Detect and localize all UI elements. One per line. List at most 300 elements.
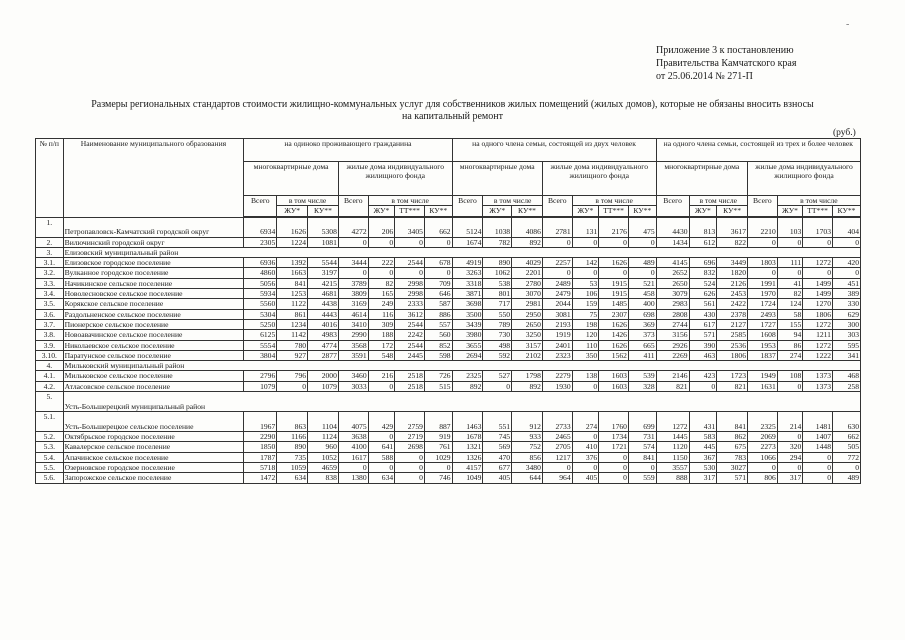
value-cell: 0 — [338, 237, 368, 247]
value-cell: 2325 — [747, 412, 777, 432]
attachment-block — [656, 44, 896, 83]
value-cell: 662 — [424, 217, 452, 237]
value-cell: 783 — [717, 452, 748, 462]
header-tt: ТТ*** — [599, 206, 629, 216]
row-name: Усть-Большерецкое сельское поселение — [63, 412, 244, 432]
value-cell: 1626 — [599, 340, 629, 350]
value-cell: 188 — [368, 330, 395, 340]
header-incl: в том числе — [277, 196, 339, 206]
value-cell: 2479 — [542, 289, 572, 299]
value-cell: 1253 — [277, 289, 308, 299]
value-cell: 841 — [277, 278, 308, 288]
value-cell: 1485 — [599, 299, 629, 309]
value-cell: 822 — [717, 237, 748, 247]
value-cell: 698 — [628, 309, 656, 319]
value-cell: 583 — [689, 432, 717, 442]
row-number: 5.4. — [36, 452, 64, 462]
value-cell: 470 — [483, 452, 512, 462]
value-cell: 505 — [832, 442, 860, 452]
value-cell: 198 — [572, 319, 599, 329]
row-number: 5.3. — [36, 442, 64, 452]
value-cell: 2652 — [656, 268, 689, 278]
value-cell: 665 — [628, 340, 656, 350]
value-cell: 1953 — [747, 340, 777, 350]
value-cell: 82 — [777, 289, 803, 299]
value-cell: 2465 — [542, 432, 572, 442]
value-cell: 892 — [512, 381, 543, 391]
value-cell: 317 — [689, 473, 717, 483]
value-cell: 2126 — [717, 278, 748, 288]
value-cell: 5934 — [244, 289, 277, 299]
value-cell: 2493 — [747, 309, 777, 319]
table-row — [36, 237, 861, 247]
value-cell: 249 — [368, 299, 395, 309]
section-row — [36, 361, 861, 371]
value-cell: 2378 — [717, 309, 748, 319]
row-number: 3.8. — [36, 330, 64, 340]
header-house: жилые дома индивидуального жилищного фонда — [338, 162, 452, 196]
row-name: Елизовское городское поселение — [63, 258, 244, 268]
value-cell: 0 — [777, 432, 803, 442]
value-cell: 964 — [542, 473, 572, 483]
value-cell: 3804 — [244, 350, 277, 360]
value-cell: 4614 — [338, 309, 368, 319]
row-number: 5. — [36, 392, 64, 412]
value-cell: 0 — [395, 452, 425, 462]
value-cell: 933 — [512, 432, 543, 442]
header-zhu: ЖУ* — [689, 206, 717, 216]
value-cell: 0 — [599, 268, 629, 278]
row-number: 4.1. — [36, 371, 64, 381]
value-cell: 82 — [368, 278, 395, 288]
value-cell: 214 — [777, 412, 803, 432]
value-cell: 862 — [717, 432, 748, 442]
value-cell: 2544 — [395, 319, 425, 329]
header-tt: ТТ*** — [395, 206, 425, 216]
value-cell: 598 — [424, 350, 452, 360]
value-cell: 4075 — [338, 412, 368, 432]
value-cell: 1166 — [277, 432, 308, 442]
value-cell: 1445 — [656, 432, 689, 442]
value-cell: 1837 — [747, 350, 777, 360]
value-cell: 1678 — [452, 432, 483, 442]
table-row — [36, 473, 861, 483]
value-cell: 110 — [572, 340, 599, 350]
value-cell: 1967 — [244, 412, 277, 432]
header-group-two: на одного члена семьи, состоящей из двух человек — [452, 139, 656, 162]
row-number: 5.6. — [36, 473, 64, 483]
header-ku: КУ** — [308, 206, 339, 216]
value-cell: 4100 — [338, 442, 368, 452]
value-cell: 892 — [512, 237, 543, 247]
value-cell: 367 — [689, 452, 717, 462]
row-number: 3.6. — [36, 309, 64, 319]
value-cell: 2544 — [395, 340, 425, 350]
value-cell: 634 — [368, 473, 395, 483]
value-cell: 369 — [628, 319, 656, 329]
value-cell: 0 — [747, 237, 777, 247]
value-cell: 1626 — [277, 217, 308, 237]
value-cell: 0 — [395, 473, 425, 483]
value-cell: 890 — [483, 258, 512, 268]
row-name: Новолесновское сельское поселение — [63, 289, 244, 299]
value-cell: 376 — [572, 452, 599, 462]
value-cell: 0 — [424, 268, 452, 278]
header-apt: многоквартирные дома — [244, 162, 339, 196]
value-cell: 2210 — [747, 217, 777, 237]
table-row — [36, 309, 861, 319]
header-ku: КУ** — [628, 206, 656, 216]
row-number: 5.1. — [36, 412, 64, 432]
table-row — [36, 442, 861, 452]
value-cell: 5554 — [244, 340, 277, 350]
value-cell: 498 — [483, 340, 512, 350]
table-row — [36, 278, 861, 288]
row-number: 3.3. — [36, 278, 64, 288]
value-cell: 630 — [832, 412, 860, 432]
value-cell: 1723 — [717, 371, 748, 381]
row-name: Апачинское сельское поселение — [63, 452, 244, 462]
value-cell: 2998 — [395, 278, 425, 288]
value-cell: 4774 — [308, 340, 339, 350]
value-cell: 2744 — [656, 319, 689, 329]
value-cell: 960 — [308, 442, 339, 452]
value-cell: 772 — [832, 452, 860, 462]
value-cell: 617 — [689, 319, 717, 329]
value-cell: 2290 — [244, 432, 277, 442]
table-row — [36, 299, 861, 309]
value-cell: 761 — [424, 442, 452, 452]
row-name: Октябрьское городское поселение — [63, 432, 244, 442]
value-cell: 0 — [803, 473, 833, 483]
value-cell: 801 — [483, 289, 512, 299]
value-cell: 165 — [368, 289, 395, 299]
value-cell: 3638 — [338, 432, 368, 442]
header-zhu: ЖУ* — [572, 206, 599, 216]
value-cell: 0 — [689, 381, 717, 391]
value-cell: 445 — [689, 442, 717, 452]
header-ku: КУ** — [717, 206, 748, 216]
row-name: Атласовское сельское поселение — [63, 381, 244, 391]
value-cell: 2325 — [452, 371, 483, 381]
header-incl: в том числе — [483, 196, 543, 206]
value-cell: 274 — [777, 350, 803, 360]
value-cell: 527 — [483, 371, 512, 381]
value-cell: 222 — [368, 258, 395, 268]
value-cell: 463 — [689, 350, 717, 360]
value-cell: 2401 — [542, 340, 572, 350]
value-cell: 574 — [628, 442, 656, 452]
value-cell: 3449 — [717, 258, 748, 268]
value-cell: 1499 — [803, 289, 833, 299]
value-cell: 841 — [717, 412, 748, 432]
value-cell: 0 — [368, 237, 395, 247]
table-row — [36, 258, 861, 268]
row-number: 5.2. — [36, 432, 64, 442]
value-cell: 2536 — [717, 340, 748, 350]
value-cell: 626 — [689, 289, 717, 299]
value-cell: 3033 — [338, 381, 368, 391]
value-cell: 303 — [832, 330, 860, 340]
header-no: № п/п — [36, 139, 64, 218]
value-cell: 2127 — [717, 319, 748, 329]
header-zhu: ЖУ* — [777, 206, 803, 216]
value-cell: 3617 — [717, 217, 748, 237]
value-cell: 821 — [656, 381, 689, 391]
table-row — [36, 462, 861, 472]
value-cell: 5544 — [308, 258, 339, 268]
value-cell: 1270 — [803, 299, 833, 309]
value-cell: 206 — [368, 217, 395, 237]
value-cell: 0 — [424, 237, 452, 247]
value-cell: 1150 — [656, 452, 689, 462]
value-cell: 821 — [717, 381, 748, 391]
header-incl: в том числе — [368, 196, 452, 206]
value-cell: 4086 — [512, 217, 543, 237]
value-cell: 6125 — [244, 330, 277, 340]
value-cell: 1724 — [747, 299, 777, 309]
table-row — [36, 289, 861, 299]
value-cell: 1608 — [747, 330, 777, 340]
value-cell: 634 — [277, 473, 308, 483]
value-cell: 886 — [424, 309, 452, 319]
value-cell: 1617 — [338, 452, 368, 462]
value-cell: 890 — [277, 442, 308, 452]
value-cell: 0 — [832, 268, 860, 278]
value-cell: 780 — [277, 340, 308, 350]
value-cell: 3169 — [338, 299, 368, 309]
value-cell: 569 — [483, 442, 512, 452]
value-cell: 451 — [832, 278, 860, 288]
value-cell: 1919 — [542, 330, 572, 340]
value-cell: 103 — [777, 217, 803, 237]
value-cell: 0 — [599, 237, 629, 247]
value-cell: 2044 — [542, 299, 572, 309]
value-cell: 3698 — [452, 299, 483, 309]
value-cell: 646 — [424, 289, 452, 299]
value-cell: 350 — [572, 350, 599, 360]
value-cell: 2780 — [512, 278, 543, 288]
value-cell: 0 — [832, 462, 860, 472]
value-cell: 1434 — [656, 237, 689, 247]
value-cell: 3871 — [452, 289, 483, 299]
row-number: 3.9. — [36, 340, 64, 350]
value-cell: 1066 — [747, 452, 777, 462]
value-cell: 1029 — [424, 452, 452, 462]
value-cell: 1721 — [599, 442, 629, 452]
value-cell: 559 — [628, 473, 656, 483]
value-cell: 1234 — [277, 319, 308, 329]
value-cell: 3318 — [452, 278, 483, 288]
value-cell: 1272 — [803, 340, 833, 350]
title-line: на капитальный ремонт — [402, 111, 503, 122]
value-cell: 0 — [777, 237, 803, 247]
value-cell: 0 — [747, 268, 777, 278]
value-cell: 3557 — [656, 462, 689, 472]
value-cell: 2307 — [599, 309, 629, 319]
value-cell: 2719 — [395, 432, 425, 442]
header-name: Наименование муниципального образования — [63, 139, 244, 218]
value-cell: 5304 — [244, 309, 277, 319]
value-cell: 560 — [424, 330, 452, 340]
header-total: Всего — [244, 196, 277, 217]
value-cell: 3789 — [338, 278, 368, 288]
value-cell: 2146 — [656, 371, 689, 381]
value-cell: 2759 — [395, 412, 425, 432]
header-total: Всего — [656, 196, 689, 217]
value-cell: 1373 — [803, 381, 833, 391]
value-cell: 1217 — [542, 452, 572, 462]
value-cell: 863 — [277, 412, 308, 432]
value-cell: 557 — [424, 319, 452, 329]
value-cell: 0 — [832, 237, 860, 247]
value-cell: 699 — [628, 412, 656, 432]
value-cell: 124 — [777, 299, 803, 309]
value-cell: 2242 — [395, 330, 425, 340]
value-cell: 410 — [572, 442, 599, 452]
value-cell: 2518 — [395, 381, 425, 391]
value-cell: 4860 — [244, 268, 277, 278]
value-cell: 1272 — [803, 258, 833, 268]
row-name: Николаевское сельское поселение — [63, 340, 244, 350]
row-number: 3.2. — [36, 268, 64, 278]
value-cell: 0 — [803, 452, 833, 462]
row-name: Начикинское сельское поселение — [63, 278, 244, 288]
value-cell: 752 — [512, 442, 543, 452]
value-cell: 4681 — [308, 289, 339, 299]
value-cell: 1734 — [599, 432, 629, 442]
value-cell: 2333 — [395, 299, 425, 309]
value-cell: 1038 — [483, 217, 512, 237]
table-row — [36, 319, 861, 329]
header-group-three: на одного члена семьи, состоящей из трех и более человек — [656, 139, 860, 162]
value-cell: 5308 — [308, 217, 339, 237]
value-cell: 550 — [483, 309, 512, 319]
attachment-line: Правительства Камчатского края — [656, 58, 797, 69]
value-cell: 841 — [628, 452, 656, 462]
value-cell: 1052 — [308, 452, 339, 462]
value-cell: 813 — [689, 217, 717, 237]
value-cell: 1222 — [803, 350, 833, 360]
value-cell: 1079 — [244, 381, 277, 391]
value-cell: 489 — [832, 473, 860, 483]
value-cell: 521 — [628, 278, 656, 288]
value-cell: 420 — [832, 258, 860, 268]
value-cell: 2544 — [395, 258, 425, 268]
value-cell: 1472 — [244, 473, 277, 483]
value-cell: 3612 — [395, 309, 425, 319]
value-cell: 1949 — [747, 371, 777, 381]
header-incl: в том числе — [777, 196, 860, 206]
value-cell: 782 — [483, 237, 512, 247]
header-incl: в том числе — [689, 196, 747, 206]
value-cell: 0 — [572, 237, 599, 247]
value-cell: 458 — [628, 289, 656, 299]
value-cell: 405 — [483, 473, 512, 483]
value-cell: 294 — [777, 452, 803, 462]
header-apt: многоквартирные дома — [656, 162, 747, 196]
value-cell: 3027 — [717, 462, 748, 472]
value-cell: 0 — [572, 268, 599, 278]
value-cell: 592 — [483, 350, 512, 360]
header-total: Всего — [338, 196, 368, 217]
value-cell: 1626 — [599, 258, 629, 268]
standards-table — [35, 138, 861, 484]
value-cell: 2257 — [542, 258, 572, 268]
value-cell: 1321 — [452, 442, 483, 452]
value-cell: 0 — [368, 432, 395, 442]
value-cell: 309 — [368, 319, 395, 329]
value-cell: 745 — [483, 432, 512, 442]
value-cell: 1049 — [452, 473, 483, 483]
value-cell: 2694 — [452, 350, 483, 360]
value-cell: 4438 — [308, 299, 339, 309]
value-cell: 852 — [424, 340, 452, 350]
value-cell: 892 — [452, 381, 483, 391]
value-cell: 0 — [777, 381, 803, 391]
row-name: Раздольненское сельское поселение — [63, 309, 244, 319]
value-cell: 1631 — [747, 381, 777, 391]
row-number: 4.2. — [36, 381, 64, 391]
value-cell: 2323 — [542, 350, 572, 360]
value-cell: 0 — [572, 432, 599, 442]
value-cell: 373 — [628, 330, 656, 340]
value-cell: 4016 — [308, 319, 339, 329]
row-name: Усть-Большерецкий муниципальный район — [63, 392, 860, 412]
value-cell: 3460 — [338, 371, 368, 381]
value-cell: 330 — [832, 299, 860, 309]
value-cell: 571 — [717, 473, 748, 483]
value-cell: 0 — [424, 462, 452, 472]
value-cell: 138 — [572, 371, 599, 381]
value-cell: 53 — [572, 278, 599, 288]
value-cell: 1326 — [452, 452, 483, 462]
value-cell: 2981 — [512, 299, 543, 309]
value-cell: 595 — [832, 340, 860, 350]
value-cell: 796 — [277, 371, 308, 381]
value-cell: 3405 — [395, 217, 425, 237]
value-cell: 2201 — [512, 268, 543, 278]
value-cell: 4157 — [452, 462, 483, 472]
value-cell: 2273 — [747, 442, 777, 452]
value-cell: 5250 — [244, 319, 277, 329]
value-cell: 678 — [424, 258, 452, 268]
row-number: 3.1. — [36, 258, 64, 268]
value-cell: 1806 — [717, 350, 748, 360]
value-cell: 3156 — [656, 330, 689, 340]
value-cell: 1930 — [542, 381, 572, 391]
value-cell: 4029 — [512, 258, 543, 268]
value-cell: 0 — [599, 452, 629, 462]
value-cell: 274 — [572, 412, 599, 432]
value-cell: 539 — [628, 371, 656, 381]
value-cell: 530 — [689, 462, 717, 472]
table-row — [36, 330, 861, 340]
value-cell: 106 — [572, 289, 599, 299]
value-cell: 1991 — [747, 278, 777, 288]
value-cell: 3263 — [452, 268, 483, 278]
header-total: Всего — [452, 196, 483, 217]
value-cell: 108 — [777, 371, 803, 381]
value-cell: 1663 — [277, 268, 308, 278]
value-cell: 1463 — [452, 412, 483, 432]
value-cell: 0 — [747, 462, 777, 472]
value-cell: 571 — [689, 330, 717, 340]
value-cell: 696 — [689, 258, 717, 268]
row-name: Паратунское сельское поселение — [63, 350, 244, 360]
value-cell: 2983 — [656, 299, 689, 309]
value-cell: 489 — [628, 258, 656, 268]
